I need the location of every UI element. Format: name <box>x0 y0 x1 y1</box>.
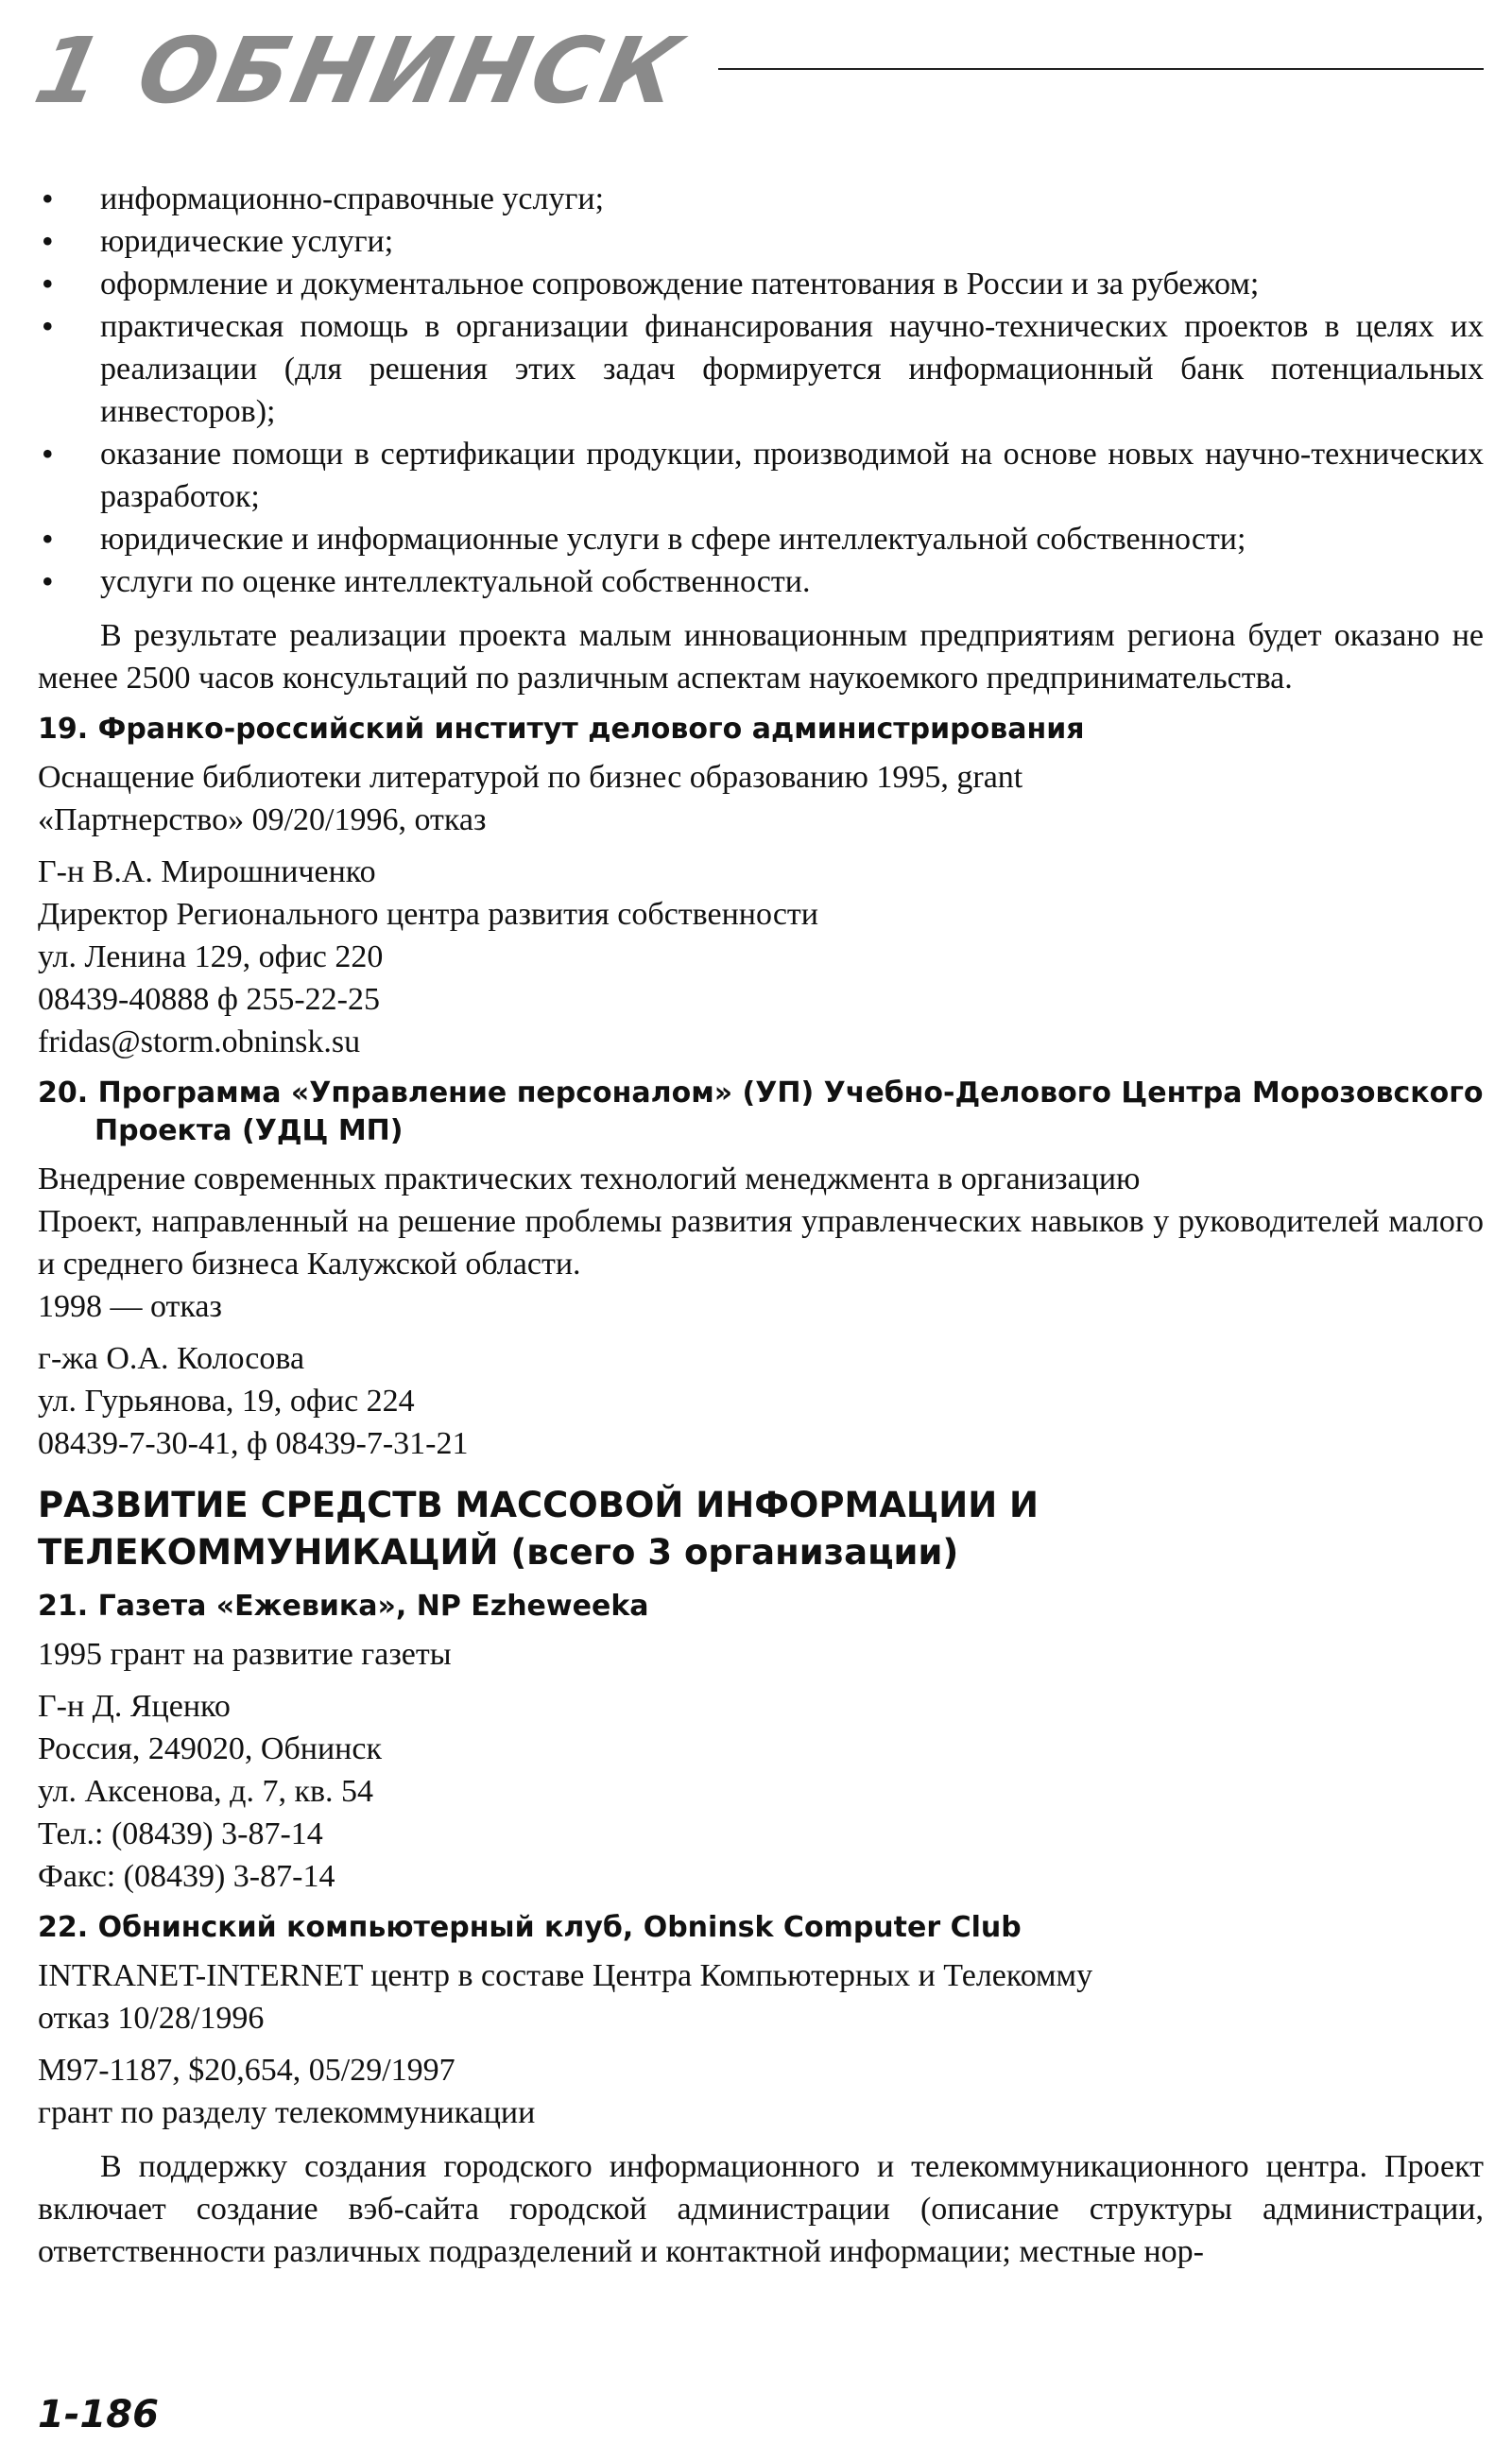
grant-line: Оснащение библиотеки литературой по бизнес образованию 1995, grant <box>38 760 1023 795</box>
contact-address: ул. Гурьянова, 19, офис 224 <box>38 1384 415 1419</box>
entry-21-grant: 1995 грант на развитие газеты <box>38 1637 452 1672</box>
document-body <box>38 178 1484 2273</box>
contact-title: Директор Регионального центра развития собственности <box>38 897 818 932</box>
entry-21-contact <box>38 1685 1484 1898</box>
page-number: 1-186 <box>38 2393 159 2436</box>
contact-name: г-жа О.А. Колосова <box>38 1341 305 1376</box>
contact-name: Г-н В.А. Мирошниченко <box>38 854 376 889</box>
entry-21-heading: 21. Газета «Ежевика», NP Ezheweeka <box>38 1590 649 1623</box>
description-line: Внедрение современных практических технологий менеджмента в организацию <box>38 1162 1141 1196</box>
description-line: Проект, направленный на решение проблемы развития управленческих навыков у руководителей малого и среднего бизнеса Калужской области. <box>38 1204 1484 1282</box>
entry-19-contact <box>38 851 1484 1063</box>
header-title: 1 ОБНИНСК <box>26 18 693 124</box>
list-item: • услуги по оценке интеллектуальной собственности. <box>38 560 1484 603</box>
list-item: • юридические и информационные услуги в сфере интеллектуальной собственности; <box>38 518 1484 560</box>
description-line: INTRANET-INTERNET центр в составе Центра Компьютерных и Телекомму <box>38 1958 1093 1993</box>
header-rule <box>718 68 1484 70</box>
document-page <box>26 0 1484 2461</box>
list-item: • юридические услуги; <box>38 220 1484 263</box>
contact-email: fridas@storm.obninsk.su <box>38 1024 361 1059</box>
contact-phone: Тел.: (08439) 3-87-14 <box>38 1816 323 1851</box>
entry-20-contact <box>38 1337 1484 1465</box>
grant-line: «Партнерство» 09/20/1996, отказ <box>38 802 487 837</box>
list-item: • оформление и документальное сопровождение патентования в России и за рубежом; <box>38 263 1484 305</box>
services-list <box>38 178 1484 603</box>
entry-19-heading: 19. Франко-российский институт делового администрирования <box>38 713 1085 746</box>
page-header <box>26 18 1484 124</box>
grant-line: грант по разделу телекоммуникации <box>38 2095 536 2130</box>
status-line: 1998 — отказ <box>38 1289 222 1324</box>
entry-22-status <box>38 1954 1484 2039</box>
result-paragraph: В результате реализации проекта малым инновационным предприятиям региона будет оказано не менее 2500 часов консультаций по различным аспектам наукоемкого предпринимательства. <box>38 618 1484 696</box>
entry-22-grant <box>38 2049 1484 2134</box>
contact-name: Г-н Д. Яценко <box>38 1689 231 1724</box>
list-item: • практическая помощь в организации финансирования научно-технических проектов в целях их реализации (для решения этих задач формируется информационный банк потенциальных инвесторов); <box>38 305 1484 433</box>
entry-19-grant <box>38 756 1484 841</box>
entry-20-description <box>38 1158 1484 1328</box>
contact-phone: 08439-7-30-41, ф 08439-7-31-21 <box>38 1426 469 1461</box>
entry-22-paragraph: В поддержку создания городского информационного и телекоммуникационного центра. Проект включает создание вэб-сайта городской администрации (описание структуры администрации, ответственности различных подразделений и контактной информации; местные нор- <box>38 2149 1484 2269</box>
contact-phone: 08439-40888 ф 255-22-25 <box>38 982 380 1017</box>
status-line: отказ 10/28/1996 <box>38 2001 265 2036</box>
entry-22-heading: 22. Обнинский компьютерный клуб, Obninsk Computer Club <box>38 1911 1022 1944</box>
contact-address: Россия, 249020, Обнинск <box>38 1731 382 1766</box>
grant-line: M97-1187, $20,654, 05/29/1997 <box>38 2053 455 2088</box>
section-heading: РАЗВИТИЕ СРЕДСТВ МАССОВОЙ ИНФОРМАЦИИ И ТЕЛЕКОММУНИКАЦИЙ (всего 3 организации) <box>38 1485 1040 1573</box>
list-item: • информационно-справочные услуги; <box>38 178 1484 220</box>
list-item: • оказание помощи в сертификации продукции, производимой на основе новых научно-технических разработок; <box>38 433 1484 518</box>
contact-address: ул. Ленина 129, офис 220 <box>38 939 384 974</box>
entry-20-heading: 20. Программа «Управление персоналом» (УП) Учебно-Делового Центра Морозовского Проекта (УДЦ МП) <box>38 1076 1484 1147</box>
contact-fax: Факс: (08439) 3-87-14 <box>38 1859 335 1894</box>
contact-address: ул. Аксенова, д. 7, кв. 54 <box>38 1774 374 1809</box>
